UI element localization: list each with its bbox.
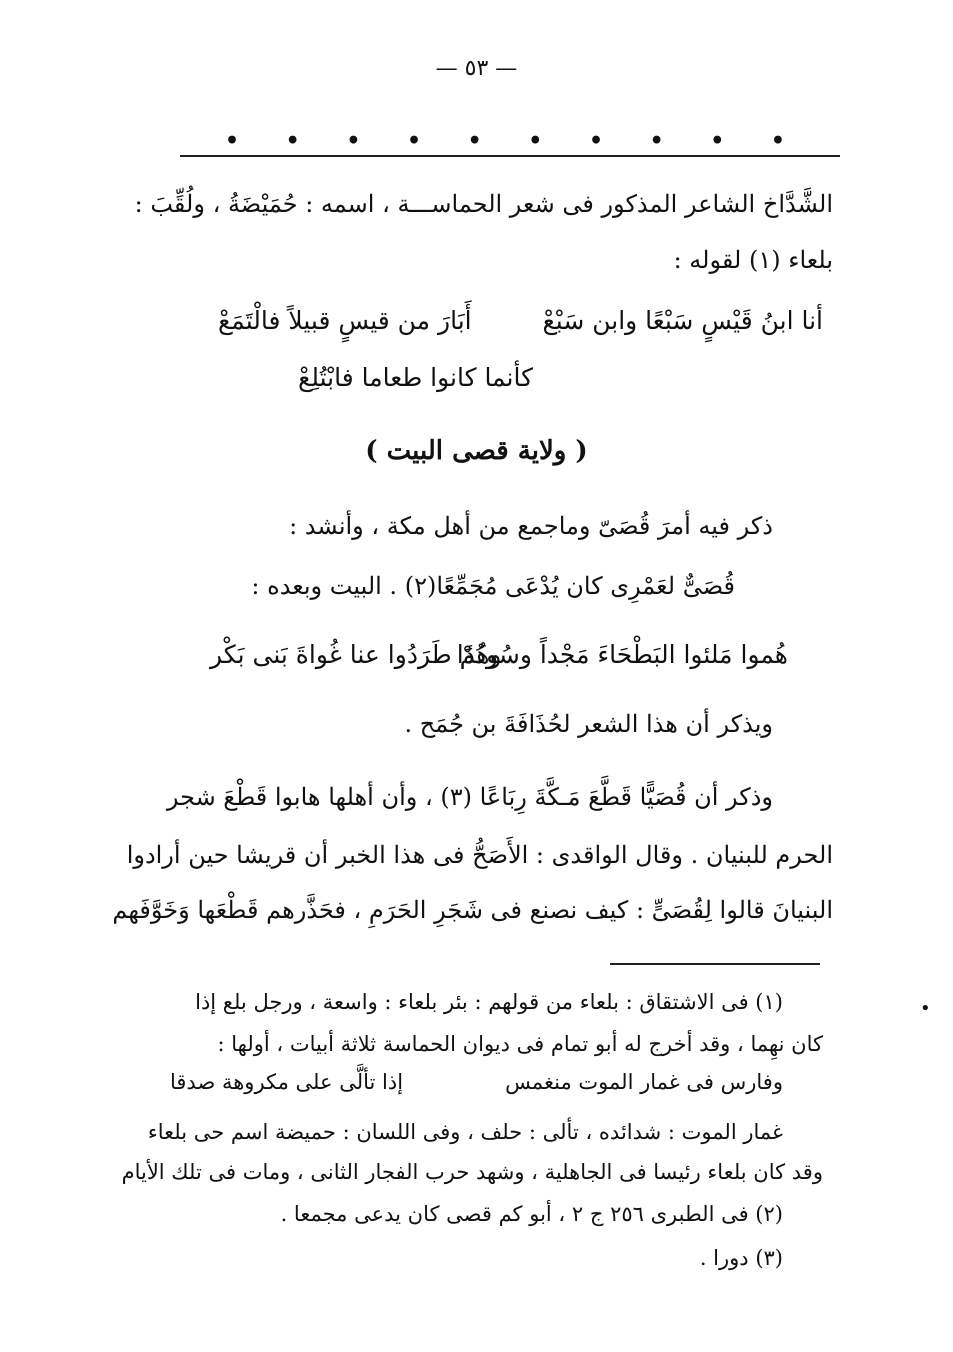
footnote-1-line-4: وقد كان بلعاء رئيسا فى الجاهلية ، وشهد حرب الفجار الثانى ، ومات فى تلك الأيام	[121, 1160, 823, 1184]
ornament-dot: •	[770, 128, 785, 154]
body-line-3: ذكر فيه أمرَ قُصَىّ وماجمع من أهل مكة ، وأنشد :	[289, 512, 773, 540]
footnote-2: (٢) فى الطبرى ٢٥٦ ج ٢ ، أبو كم قصى كان يدعى مجمعا .	[280, 1202, 783, 1226]
ornament-dot: •	[346, 128, 361, 154]
ornament-dot: •	[710, 128, 725, 154]
body-line-8: البنيانَ قالوا لِقُصَىٍّ : كيف نصنع فى شَجَرِ الحَرَمِ ، فحَذَّرهم قَطْعَها وَخَوَّفَهم	[112, 896, 833, 924]
verse-1-second-hemistich: أَبَارَ من قيسٍ قبيلاً فالْتَمَعْ	[218, 306, 472, 335]
verse-3-second-hemistich: وهُمْ طَرَدُوا عنا غُواةَ بَنى بَكْر	[210, 640, 502, 669]
verse-2: كأنما كانوا طعاما فابْتُلِعْ	[298, 363, 533, 392]
footnote-rule	[610, 963, 820, 965]
ornament-dot: •	[528, 128, 543, 154]
ornament-dot: •	[588, 128, 603, 154]
ornament-dot: •	[649, 128, 664, 154]
body-line-4: قُصَىٌّ لعَمْرِى كان يُدْعَى مُجَمِّعًا(٢) . البيت وبعده :	[251, 572, 735, 600]
body-line-2: بلعاء (١) لقوله :	[673, 246, 833, 274]
body-line-7: الحرم للبنيان . وقال الواقدى : الأَصَحُّ فى هذا الخبر أن قريشا حين أرادوا	[126, 841, 833, 869]
page-number: — ٥٣ —	[435, 56, 518, 81]
body-line-5: ويذكر أن هذا الشعر لحُذَافَةَ بن جُمَح .	[404, 710, 773, 738]
body-line-1: الشَّدَّاخ الشاعر المذكور فى شعر الحماســـة ، اسمه : حُمَيْضَةُ ، ولُقِّبَ :	[134, 190, 833, 218]
section-heading: ( ولاية قصى البيت )	[365, 436, 588, 466]
footnote-3: (٣) دورا .	[699, 1246, 783, 1270]
ornament-dot: •	[285, 128, 300, 154]
footnote-1-verse-second: إذا تألَّى على مكروهة صدقا	[170, 1070, 404, 1094]
top-rule	[180, 155, 840, 157]
ornament-dot: •	[225, 128, 240, 154]
verse-1-first-hemistich: أنا ابنُ قَيْسٍ سَبْعًا وابن سَبْعْ	[542, 306, 823, 335]
footnote-1-verse-first: وفارس فى غمار الموت منغمس	[505, 1070, 783, 1094]
ornament-dot: •	[467, 128, 482, 154]
footnote-1-line-1: (١) فى الاشتقاق : بلعاء من قولهم : بئر بلعاء : واسعة ، ورجل بلع إذا	[195, 990, 783, 1014]
body-line-6: وذكر أن قُصَيًّا قَطَّعَ مَـكَّةَ رِبَاعًا (٣) ، وأن أهلها هابوا قَطْعَ شجر	[166, 783, 773, 811]
footnote-1-line-3: غمار الموت : شدائده ، تألى : حلف ، وفى اللسان : حميضة اسم حى بلعاء	[147, 1120, 783, 1144]
ornament-dots	[225, 128, 785, 154]
footnote-1-line-2: كان نهِما ، وقد أخرج له أبو تمام فى ديوان الحماسة ثلاثة أبيات ، أولها :	[217, 1032, 823, 1056]
margin-mark: •	[920, 998, 931, 1019]
verse-3-first-hemistich: هُموا مَلئوا البَطْحَاءَ مَجْداً وسُودُدًا	[456, 640, 788, 669]
ornament-dot: •	[406, 128, 422, 154]
